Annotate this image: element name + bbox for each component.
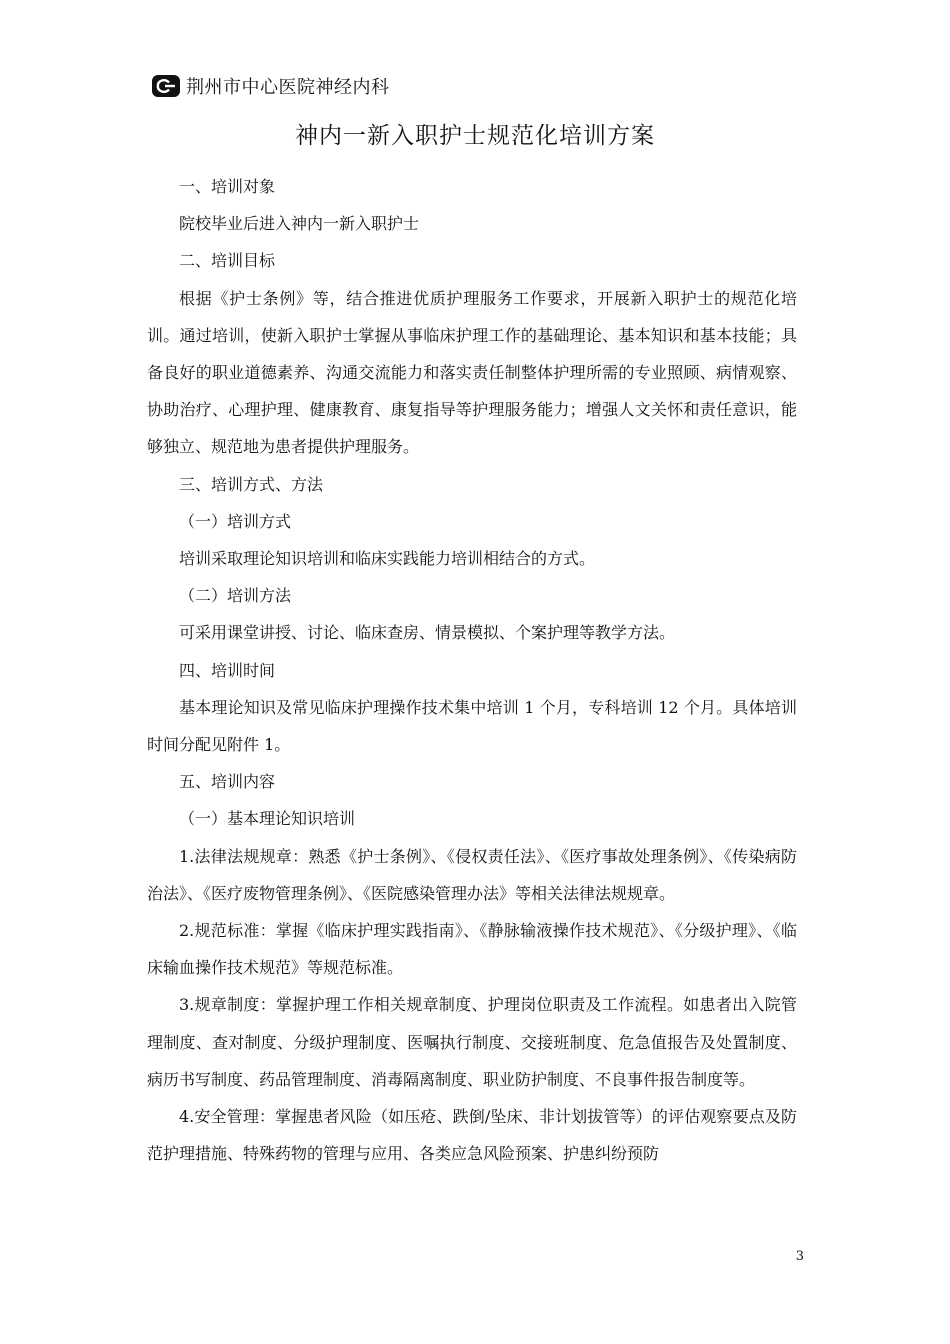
list-item: 2.规范标准：掌握《临床护理实践指南》、《静脉输液操作技术规范》、《分级护理》、《临床输血操作技术规范》等规范标准。 (147, 921, 797, 978)
section-heading: 一、培训对象 (179, 177, 276, 196)
document-title: 神内一新入职护士规范化培训方案 (295, 123, 655, 149)
paragraph: 院校毕业后进入神内一新入职护士 (179, 214, 420, 234)
page-header (152, 72, 390, 100)
paragraph: 根据《护士条例》等，结合推进优质护理服务工作要求，开展新入职护士的规范化培训。通过培训，使新入职护士掌握从事临床护理工作的基础理论、基本知识和基本技能；具备良好的职业道德素养、沟通交流能力和落实责任制整体护理所需的专业照顾、病情观察、协助治疗、心理护理、健康教育、康复指导等护理服务能力；增强人文关怀和责任意识，能够独立、规范地为患者提供护理服务。 (147, 288, 797, 457)
subsection-heading: （一）培训方式 (179, 511, 292, 531)
list-item: 4.安全管理：掌握患者风险（如压疮、跌倒/坠床、非计划拔管等）的评估观察要点及防范护理措施、特殊药物的管理与应用、各类应急风险预案、护患纠纷预防 (147, 1107, 797, 1164)
section-heading: 五、培训内容 (179, 772, 276, 792)
hospital-logo-icon (152, 75, 180, 97)
paragraph: 基本理论知识及常见临床护理操作技术集中培训 1 个月，专科培训 12 个月。具体培训时间分配见附件 1。 (147, 697, 797, 755)
document-body (147, 168, 797, 1172)
section-heading: 三、培训方式、方法 (179, 474, 324, 494)
list-item: 3.规章制度：掌握护理工作相关规章制度、护理岗位职责及工作流程。如患者出入院管理制度、查对制度、分级护理制度、医嘱执行制度、交接班制度、危急值报告及处置制度、病历书写制度、药品管理制度、消毒隔离制度、职业防护制度、不良事件报告制度等。 (147, 995, 797, 1089)
paragraph: 培训采取理论知识培训和临床实践能力培训相结合的方式。 (179, 549, 596, 569)
list-item: 1.法律法规规章：熟悉《护士条例》、《侵权责任法》、《医疗事故处理条例》、《传染病防治法》、《医疗废物管理条例》、《医院感染管理办法》等相关法律法规规章。 (147, 846, 797, 903)
section-heading: 二、培训目标 (179, 251, 276, 271)
hospital-department-name: 荆州市中心医院神经内科 (186, 77, 390, 98)
section-heading: 四、培训时间 (179, 660, 276, 680)
subsection-heading: （一）基本理论知识培训 (179, 809, 356, 829)
subsection-heading: （二）培训方法 (179, 586, 292, 606)
paragraph: 可采用课堂讲授、讨论、临床查房、情景模拟、个案护理等教学方法。 (179, 623, 676, 643)
page-number: 3 (795, 1249, 804, 1264)
